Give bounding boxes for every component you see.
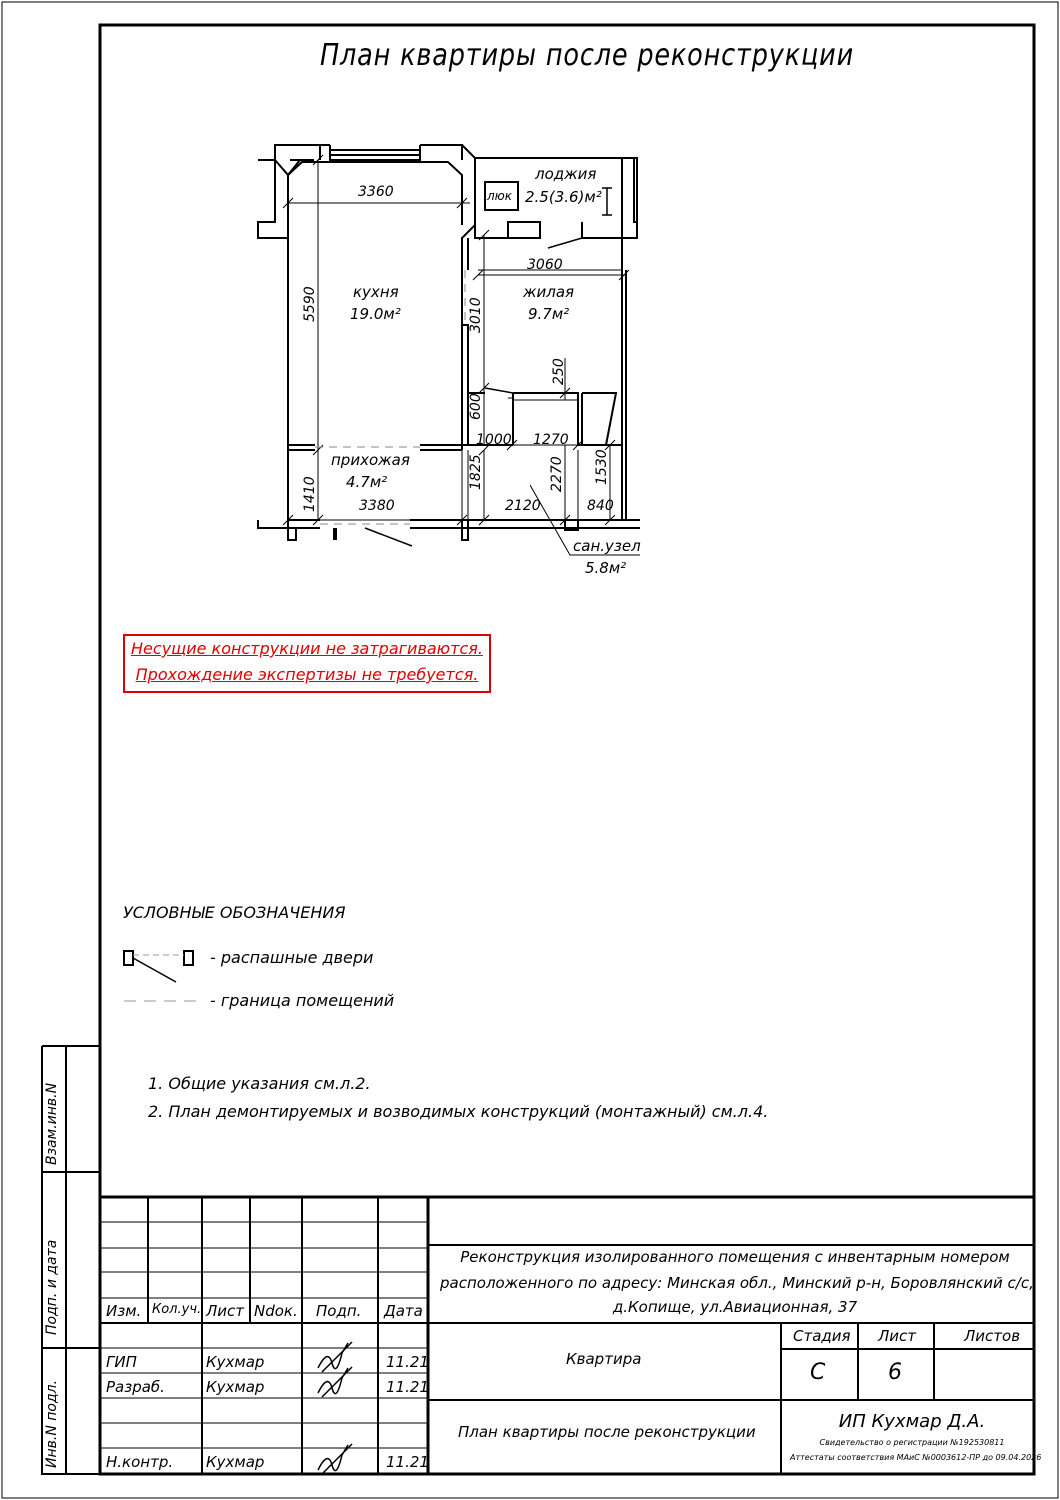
dim-3380: 3380 (359, 498, 395, 514)
hatch-label: люк (487, 189, 513, 203)
tb-header-kol: Кол.уч. (152, 1302, 202, 1317)
side-inv-label: Инв.N подл. (44, 1379, 60, 1468)
dim-1825: 1825 (468, 454, 484, 490)
project-line3: д.Копище, ул.Авиационная, 37 (612, 1298, 858, 1316)
dim-250: 250 (551, 358, 567, 385)
project-line2: расположенного по адресу: Минская обл., Минский р-н, Боровлянский с/с, (440, 1274, 1034, 1292)
tb-row-role: Н.контр. (106, 1453, 174, 1471)
dim-living-length: 3010 (468, 297, 484, 333)
bath-area: 5.8м² (585, 559, 627, 577)
structural-note-line1: Несущие конструкции не затрагиваются. (131, 639, 483, 658)
dim-1000: 1000 (476, 432, 512, 448)
dim-living-width: 3060 (527, 257, 563, 273)
tb-header-izm: Изм. (106, 1302, 142, 1320)
hall-name: прихожая (331, 451, 410, 469)
legend-boundary: - граница помещений (210, 991, 395, 1010)
page-title: План квартиры после реконструкции (320, 38, 855, 73)
tb-row-date: 11.21 (386, 1378, 429, 1396)
tb-header-ndok: Ndок. (254, 1302, 298, 1320)
stage-value: С (810, 1360, 826, 1385)
project-line1: Реконструкция изолированного помещения с инвентарным номером (460, 1248, 1010, 1266)
structural-note-box (123, 634, 491, 693)
dim-840: 840 (587, 498, 614, 514)
sheet-title: План квартиры после реконструкции (458, 1423, 756, 1441)
living-name: жилая (523, 283, 575, 301)
loggia-area: 2.5(3.6)м² (525, 188, 602, 206)
company-name: ИП Кухмар Д.А. (838, 1411, 986, 1432)
tb-row-role: ГИП (106, 1353, 137, 1371)
loggia-name: лоджия (535, 165, 597, 183)
sheets-label: Листов (964, 1327, 1021, 1345)
tb-row-date: 11.21 (386, 1353, 429, 1371)
legend-doors: - распашные двери (210, 948, 374, 967)
sheet-number: 6 (888, 1360, 902, 1385)
dim-1530: 1530 (594, 449, 610, 485)
dim-1270: 1270 (533, 432, 569, 448)
structural-note-line2: Прохождение экспертизы не требуется. (135, 665, 479, 684)
dim-kitchen-length: 5590 (302, 286, 318, 322)
tb-header-data: Дата (384, 1302, 423, 1320)
dim-kitchen-width: 3360 (358, 184, 394, 200)
tb-row-name: Кухмар (206, 1453, 265, 1471)
sheet-label: Лист (878, 1327, 917, 1345)
stage-label: Стадия (793, 1327, 851, 1345)
tb-row-name: Кухмар (206, 1378, 265, 1396)
dim-1410: 1410 (302, 476, 318, 512)
tb-row-name: Кухмар (206, 1353, 265, 1371)
cert-line2: Аттестаты соответствия МАиС №0003612-ПР до 09.04.2026 (790, 1453, 1042, 1462)
kitchen-name: кухня (353, 283, 399, 301)
tb-row-date: 11.21 (386, 1453, 429, 1471)
tb-header-podp: Подп. (316, 1302, 362, 1320)
dim-2120: 2120 (505, 498, 541, 514)
side-sign-date-label: Подп. и дата (44, 1239, 60, 1335)
note-2: 2. План демонтируемых и возводимых конструкций (монтажный) см.л.4. (148, 1102, 769, 1121)
kitchen-area: 19.0м² (350, 305, 401, 323)
dim-2270: 2270 (549, 456, 565, 492)
legend-title: УСЛОВНЫЕ ОБОЗНАЧЕНИЯ (123, 903, 346, 922)
note-1: 1. Общие указания см.л.2. (148, 1074, 371, 1093)
living-area: 9.7м² (528, 305, 570, 323)
hall-area: 4.7м² (346, 473, 388, 491)
tb-row-role: Разраб. (106, 1378, 165, 1396)
tb-header-list: Лист (206, 1302, 245, 1320)
bath-name: сан.узел (573, 537, 641, 555)
cert-line1: Свидетельство о регистрации №192530811 (819, 1438, 1005, 1447)
side-replace-label: Взам.инв.N (44, 1082, 60, 1165)
object-name: Квартира (566, 1350, 642, 1368)
dim-600: 600 (468, 393, 484, 420)
